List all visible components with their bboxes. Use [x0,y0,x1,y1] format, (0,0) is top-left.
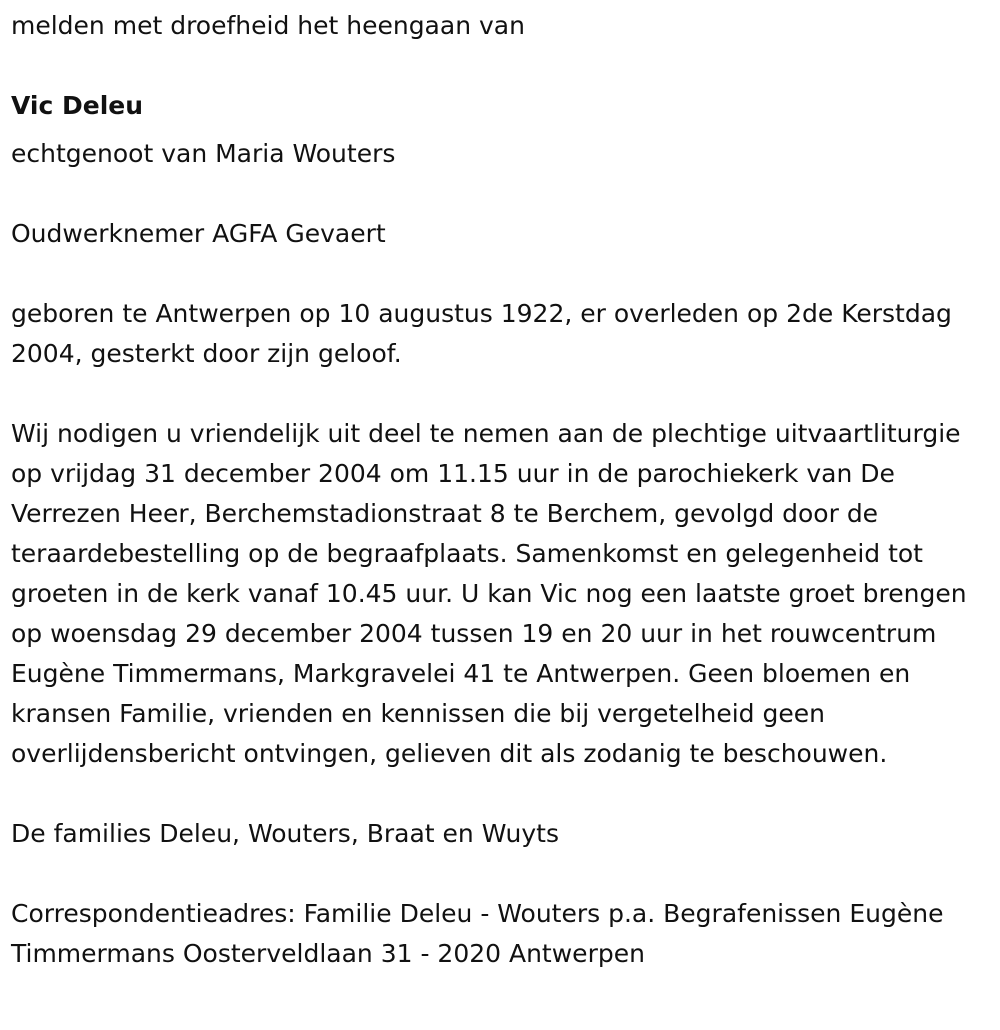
birth-death-paragraph: geboren te Antwerpen op 10 augustus 1922, er overleden op 2de Kerstdag 2004, gesterkt door zijn geloof. [11,299,952,368]
spouse-line: echtgenoot van Maria Wouters [11,139,396,168]
occupation-line: Oudwerknemer AGFA Gevaert [11,219,386,248]
correspondence-address: Correspondentieadres: Familie Deleu - Wouters p.a. Begrafenissen Eugène Timmermans Oosterveldlaan 31 - 2020 Antwerpen [11,899,944,968]
families-line: De families Deleu, Wouters, Braat en Wuyts [11,819,559,848]
deceased-name: Vic Deleu [11,91,144,120]
invitation-paragraph: Wij nodigen u vriendelijk uit deel te nemen aan de plechtige uitvaartliturgie op vrijdag 31 december 2004 om 11.15 uur in de parochiekerk van De Verrezen Heer, Berchemstadionstraat 8 te Berchem, gevolgd door de teraardebestelling op de begraafplaats. Samenkomst en gelegenheid tot groeten in de kerk vanaf 10.45 uur. U kan Vic nog een laatste groet brengen op woensdag 29 december 2004 tussen 19 en 20 uur in het rouwcentrum Eugène Timmermans, Markgravelei 41 te Antwerpen. Geen bloemen en kransen Familie, vrienden en kennissen die bij vergetelheid geen overlijdensbericht ontvingen, gelieven dit als zodanig te beschouwen. [11,419,967,768]
intro-line: melden met droefheid het heengaan van [11,11,525,40]
